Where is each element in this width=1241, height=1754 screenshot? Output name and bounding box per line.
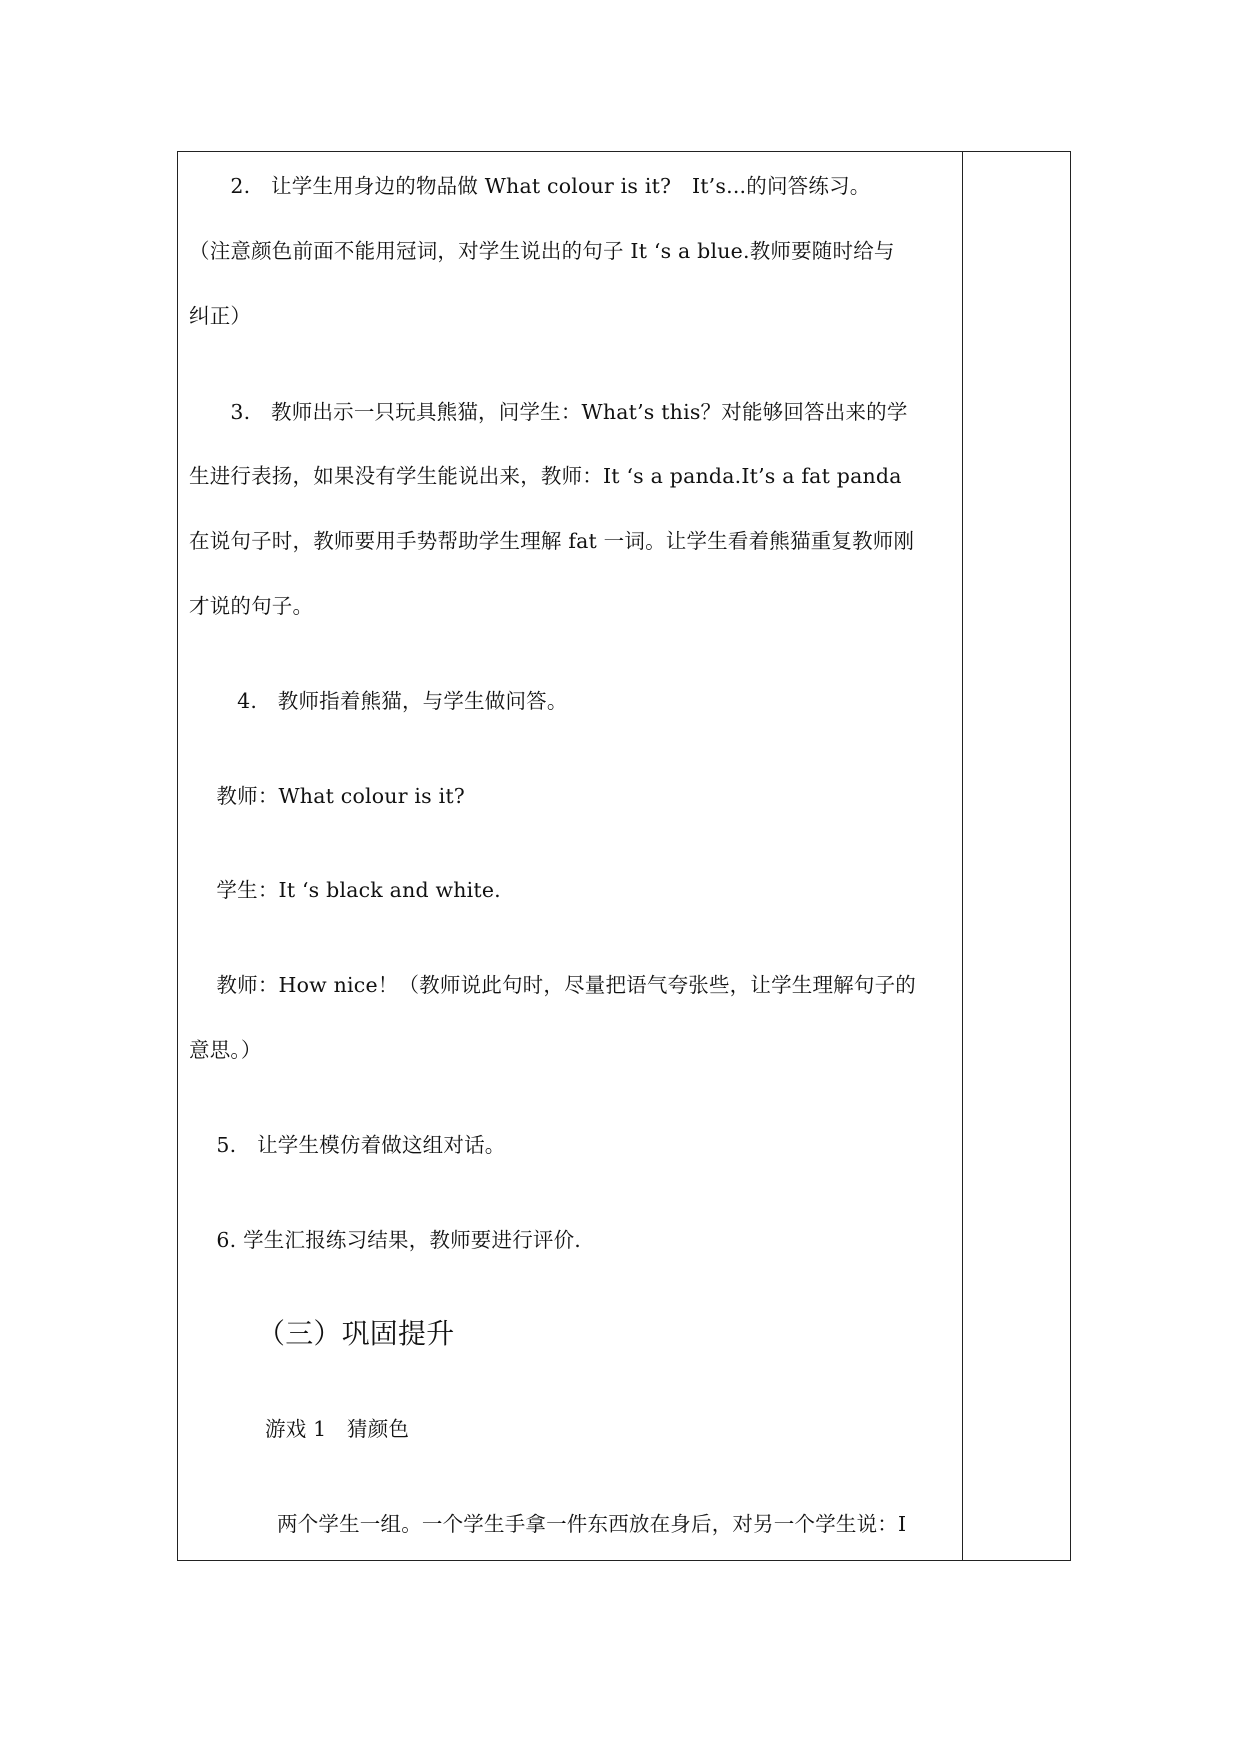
text-line-4: 3. 教师出示一只玩具熊猫，问学生：What’s this？对能够回答出来的学 — [189, 400, 908, 424]
text-line-17: 两个学生一组。一个学生手拿一件东西放在身后，对另一个学生说：I — [277, 1512, 907, 1536]
text-line-6: 在说句子时，教师要用手势帮助学生理解 fat 一词。让学生看着熊猫重复教师刚 — [189, 529, 915, 553]
text-line-9: 教师：What colour is it? — [189, 784, 465, 808]
text-line-10: 学生：It ‘s black and white. — [189, 878, 501, 902]
text-line-2: （注意颜色前面不能用冠词，对学生说出的句子 It ‘s a blue.教师要随时给与 — [189, 239, 895, 263]
text-line-13: 5. 让学生模仿着做这组对话。 — [189, 1133, 506, 1157]
text-line-8: 4. 教师指着熊猫，与学生做问答。 — [189, 689, 568, 713]
lesson-content-cell — [179, 152, 961, 1559]
text-line-1: 2. 让学生用身边的物品做 What colour is it? It’s...的问答练习。 — [189, 174, 871, 198]
section-heading: （三）巩固提升 — [257, 1317, 455, 1350]
text-line-11: 教师：How nice！（教师说此句时，尽量把语气夸张些，让学生理解句子的 — [189, 973, 916, 997]
text-line-3: 纠正） — [189, 304, 252, 328]
column-divider — [962, 151, 963, 1561]
text-line-7: 才说的句子。 — [189, 594, 314, 618]
game-title: 游戏 1 猜颜色 — [265, 1417, 410, 1441]
text-line-5: 生进行表扬，如果没有学生能说出来，教师：It ‘s a panda.It’s a fat panda — [189, 464, 902, 488]
text-line-12: 意思。） — [189, 1038, 262, 1062]
text-line-14: 6. 学生汇报练习结果，教师要进行评价. — [189, 1228, 582, 1252]
